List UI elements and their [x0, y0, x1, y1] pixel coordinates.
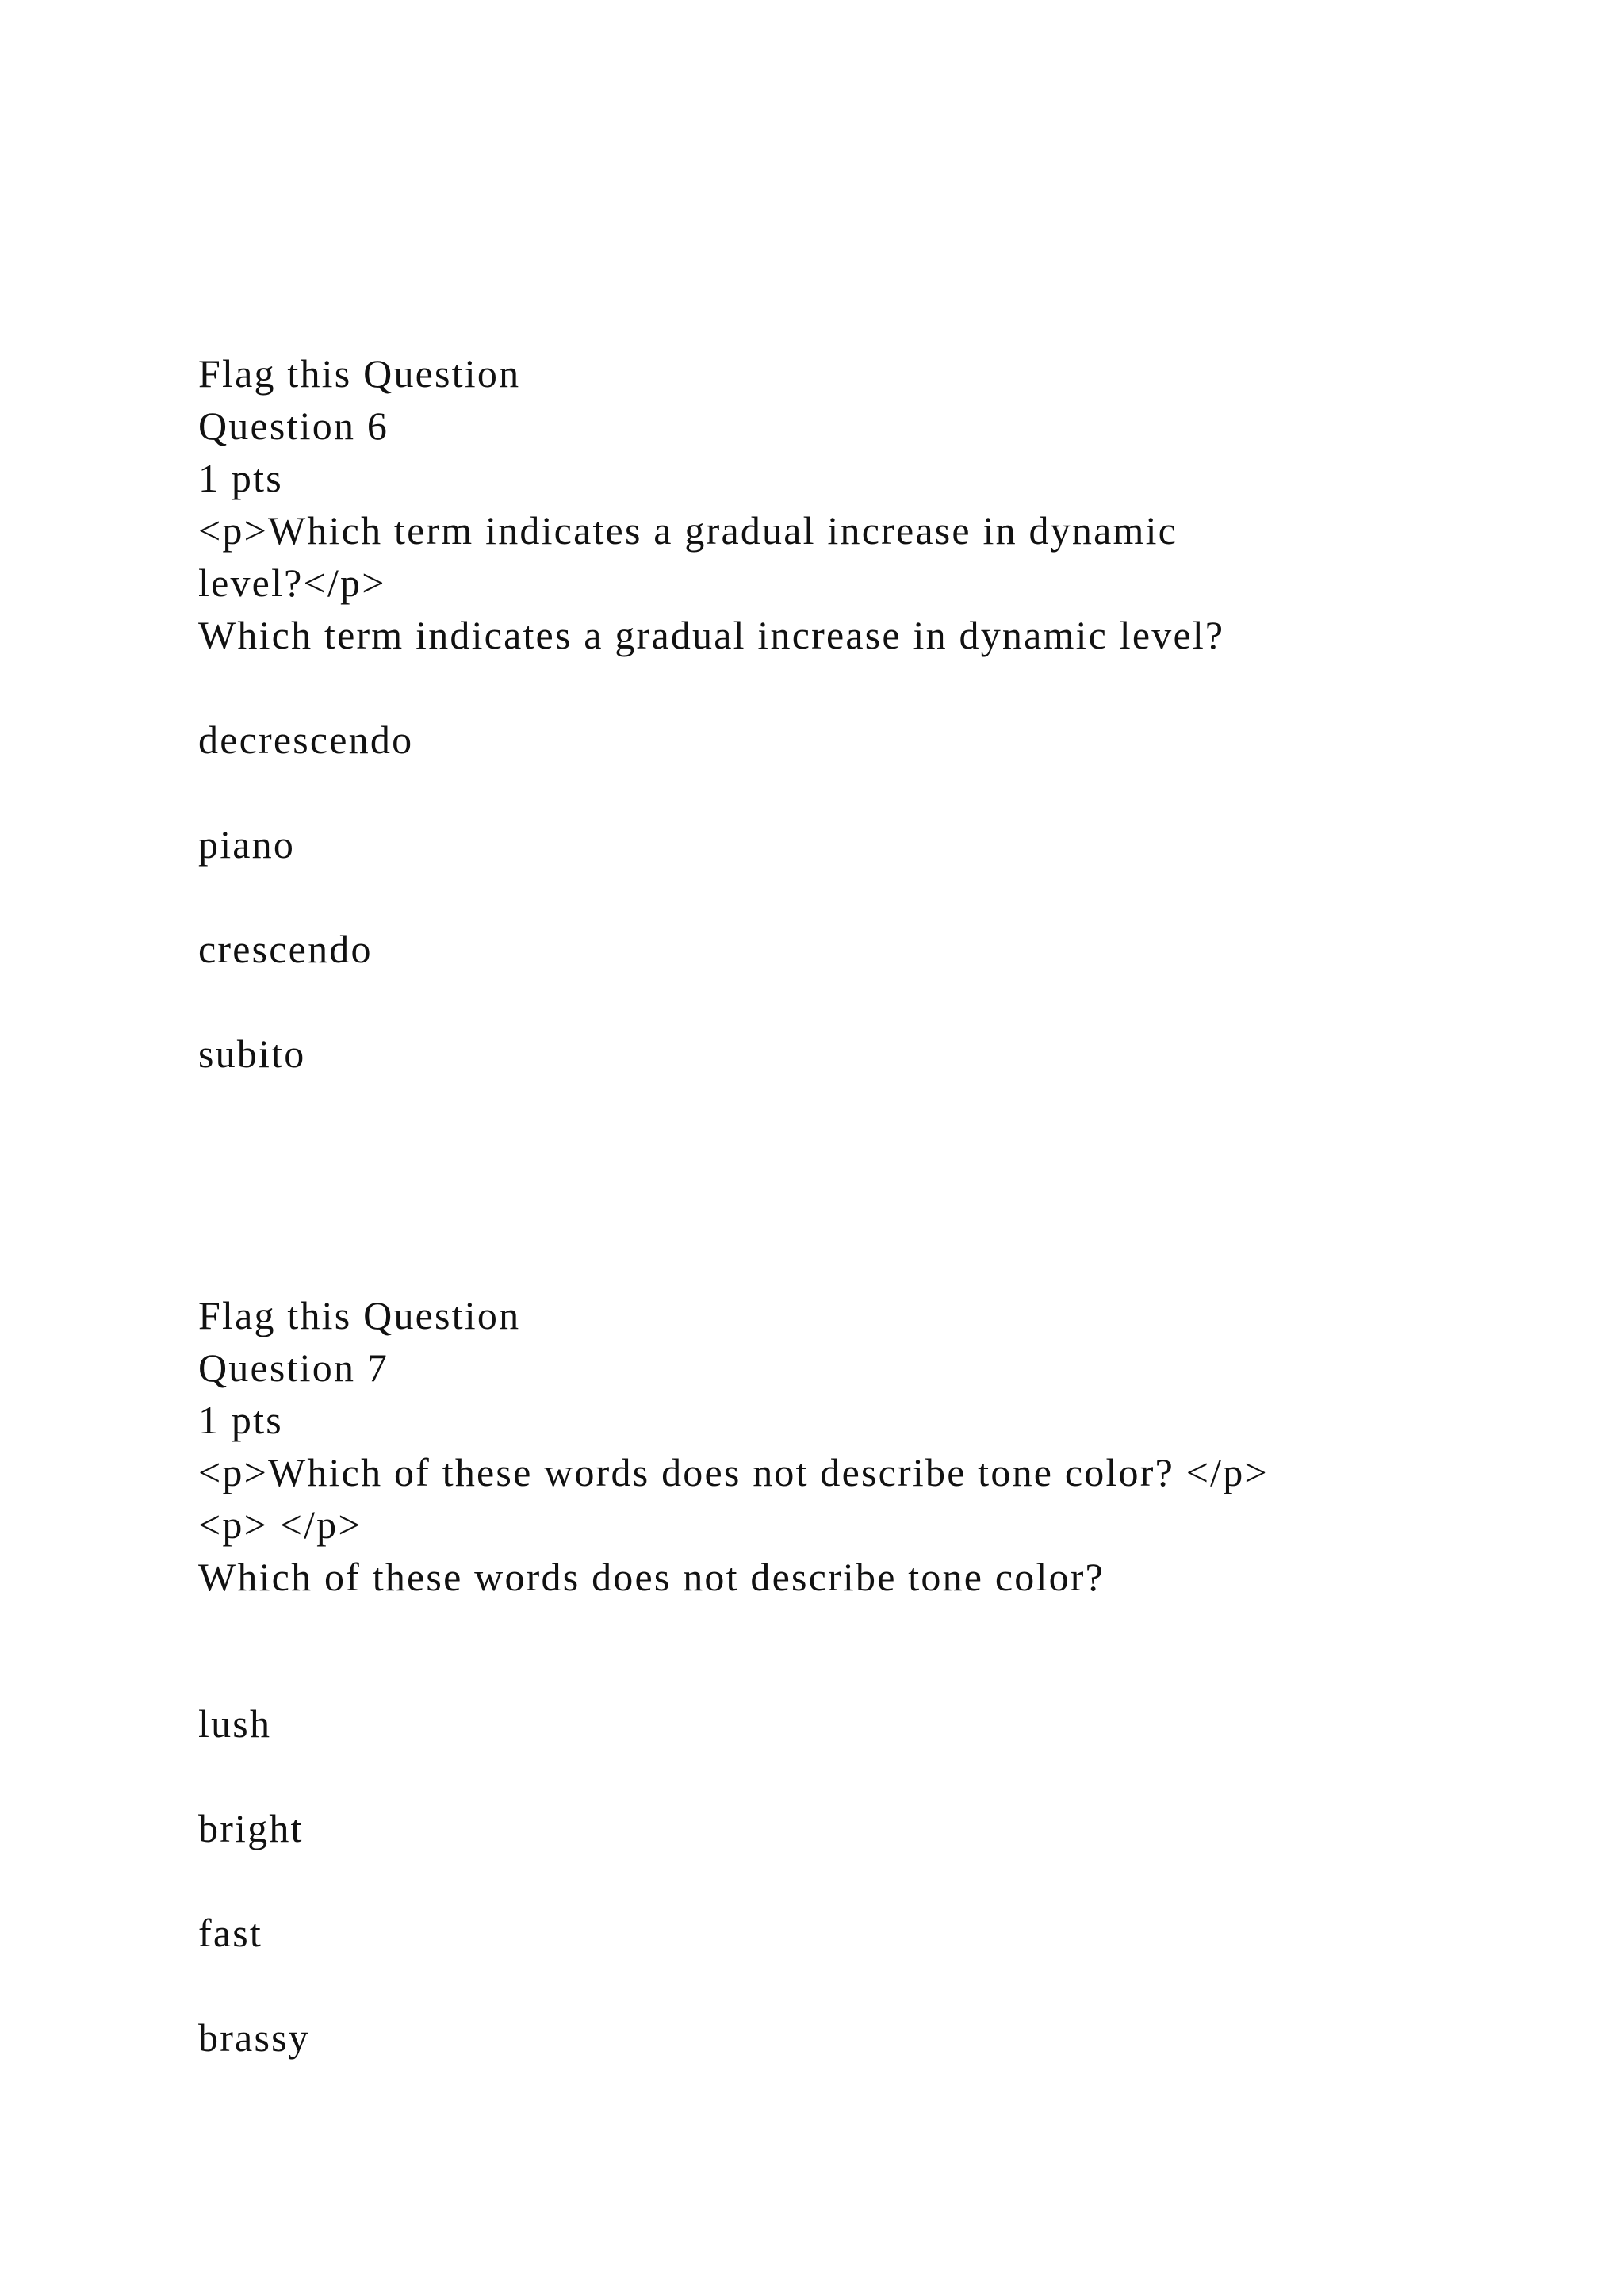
answer-option[interactable]: piano	[198, 822, 296, 867]
question-raw-html-continued: level?</p>	[198, 561, 386, 605]
answer-option[interactable]: subito	[198, 1031, 306, 1076]
answer-option[interactable]: bright	[198, 1806, 304, 1850]
question-number: Question 6	[198, 404, 389, 448]
question-text: Which term indicates a gradual increase in dynamic level?	[198, 613, 1225, 657]
document-page	[198, 347, 1578, 2064]
question-number: Question 7	[198, 1345, 389, 1390]
answer-option[interactable]: brassy	[198, 2015, 310, 2060]
question-6	[198, 347, 1578, 1080]
answer-option[interactable]: crescendo	[198, 927, 373, 971]
question-7	[198, 1289, 1578, 2064]
question-raw-html-continued: <p> </p>	[198, 1502, 362, 1547]
question-raw-html: <p>Which of these words does not describe tone color? </p>	[198, 1450, 1269, 1494]
answer-option[interactable]: lush	[198, 1701, 272, 1746]
question-points: 1 pts	[198, 1398, 283, 1442]
question-points: 1 pts	[198, 456, 283, 500]
answer-option[interactable]: decrescendo	[198, 718, 414, 762]
answer-option[interactable]: fast	[198, 1911, 262, 1955]
question-text: Which of these words does not describe tone color?	[198, 1555, 1105, 1599]
flag-question-link[interactable]: Flag this Question	[198, 351, 521, 396]
question-raw-html: <p>Which term indicates a gradual increase in dynamic	[198, 508, 1178, 553]
flag-question-link[interactable]: Flag this Question	[198, 1293, 521, 1337]
